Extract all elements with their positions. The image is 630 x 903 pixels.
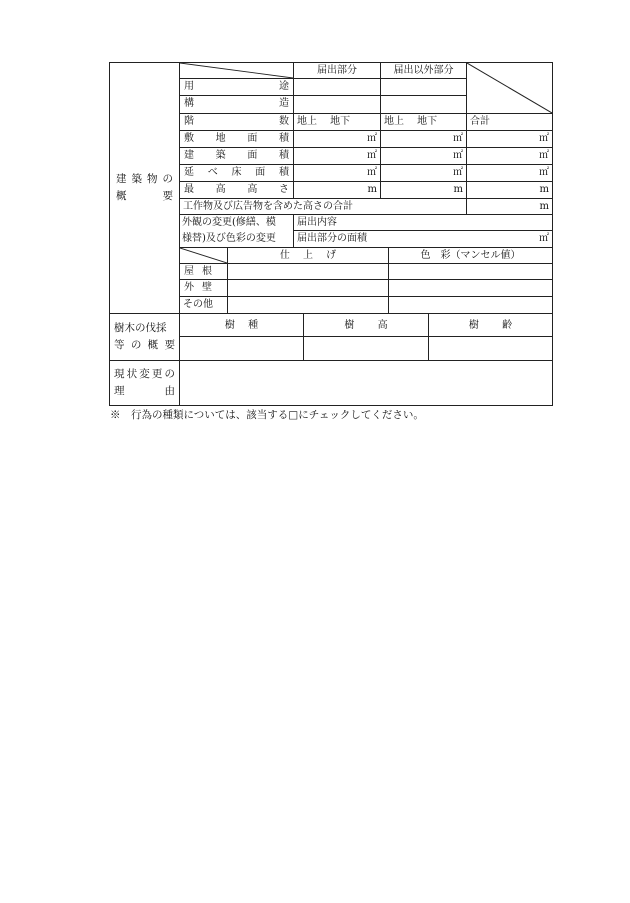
label-char: 概 (116, 190, 127, 202)
building-overview-label-line1 (116, 171, 173, 188)
max-height-notified-field[interactable]: m (294, 182, 381, 199)
label-char: べ (207, 167, 218, 178)
label-char: 面 (255, 167, 266, 178)
label-char: 等 (114, 339, 125, 351)
label-char: 現 (114, 368, 125, 380)
roof-color-field[interactable] (389, 264, 552, 280)
notified-area-label: 届出部分の面積 (297, 233, 367, 244)
structure-other-field[interactable] (381, 96, 467, 114)
building-overview-label (110, 63, 180, 314)
label-char: 地 (215, 133, 226, 144)
label-char: 敷 (184, 133, 194, 144)
max-height-other-field[interactable]: m (381, 182, 467, 199)
tree-felling-label-line1: 樹木の伐採 (114, 322, 167, 334)
floors-notified-field[interactable]: 地上 地下 (294, 114, 381, 131)
reason-label-line1 (114, 366, 175, 383)
row-label-use (180, 79, 294, 96)
appearance-change-label-line2: 様替)及び色彩の変更 (182, 233, 276, 244)
other-color-field[interactable] (389, 297, 552, 314)
tree-felling-label (110, 314, 180, 361)
tree-age-field[interactable] (429, 337, 552, 361)
label-char: 物 (147, 173, 158, 185)
row-label-roof (180, 264, 228, 280)
use-other-field[interactable] (381, 79, 467, 96)
floors-other-field[interactable]: 地上 地下 (381, 114, 467, 131)
reason-label (110, 361, 180, 405)
tree-age-header: 樹 齢 (429, 314, 552, 337)
other-finish-field[interactable] (228, 297, 389, 314)
footnote: ※ 行為の種類については、該当する□にチェックしてください。 (110, 409, 424, 421)
appearance-change-label (180, 215, 294, 248)
building-area-total-field[interactable]: ㎡ (467, 148, 552, 165)
label-char: 壁 (202, 282, 212, 293)
label-char: 用 (184, 81, 194, 92)
floor-area-other-field[interactable]: ㎡ (381, 165, 467, 182)
reason-section (110, 361, 552, 405)
label-char: 構 (184, 98, 194, 109)
label-char: 築 (131, 173, 142, 185)
building-area-notified-field[interactable]: ㎡ (294, 148, 381, 165)
label-char: 要 (162, 190, 173, 202)
corner-diagonal-right (467, 63, 552, 114)
label-char: 状 (126, 368, 138, 380)
roof-finish-field[interactable] (228, 264, 389, 280)
col-header-other-part: 届出以外部分 (381, 63, 467, 79)
structure-height-field[interactable]: m (467, 199, 552, 215)
wall-color-field[interactable] (389, 280, 552, 297)
finish-header: 仕 上 げ (228, 248, 389, 264)
appearance-change-label-line1: 外観の変更(修繕、模 (182, 217, 276, 228)
row-label-structure (180, 96, 294, 114)
col-header-notified-part: 届出部分 (294, 63, 381, 79)
label-char: 高 (247, 184, 258, 195)
label-char: 高 (215, 184, 226, 195)
row-label-other: その他 (180, 297, 228, 314)
building-area-other-field[interactable]: ㎡ (381, 148, 467, 165)
label-char: 積 (278, 150, 289, 161)
label-char: 面 (247, 150, 258, 161)
label-char: 理 (114, 385, 125, 397)
label-char: 建 (184, 150, 194, 161)
label-char: 根 (202, 266, 212, 277)
floors-total-field[interactable]: 合計 (467, 114, 552, 131)
row-label-max-height (180, 182, 294, 199)
label-char: 更 (151, 368, 163, 380)
label-char: 面 (247, 133, 258, 144)
label-char: 由 (164, 385, 175, 397)
row-label-building-area (180, 148, 294, 165)
notified-area-field[interactable] (294, 231, 552, 248)
label-char: 概 (147, 339, 159, 351)
label-char: の (164, 368, 175, 380)
structure-notified-field[interactable] (294, 96, 381, 114)
tree-height-field[interactable] (304, 337, 429, 361)
site-area-other-field[interactable]: ㎡ (381, 131, 467, 148)
building-overview-section (110, 63, 552, 314)
floor-area-total-field[interactable]: ㎡ (467, 165, 552, 182)
wall-finish-field[interactable] (228, 280, 389, 297)
label-char: さ (278, 184, 289, 195)
site-area-notified-field[interactable]: ㎡ (294, 131, 381, 148)
label-char: 建 (116, 173, 127, 185)
reason-field[interactable] (180, 361, 552, 405)
label-char: の (162, 173, 173, 185)
label-char: 築 (215, 150, 226, 161)
building-notification-form (109, 62, 553, 406)
label-char: 積 (278, 133, 289, 144)
color-header: 色 彩（マンセル値） (389, 248, 552, 264)
max-height-total-field[interactable]: m (467, 182, 552, 199)
label-char: 階 (184, 116, 194, 127)
row-label-total-floor-area (180, 165, 294, 182)
row-label-site-area (180, 131, 294, 148)
label-char: 延 (184, 167, 194, 178)
tree-species-field[interactable] (180, 337, 304, 361)
row-label-exterior-wall (180, 280, 228, 297)
finish-corner-diagonal (180, 248, 228, 264)
tree-felling-label-line2 (114, 337, 175, 354)
tree-felling-section (110, 314, 552, 361)
building-overview-label-line2 (116, 188, 173, 205)
use-notified-field[interactable] (294, 79, 381, 96)
floor-area-notified-field[interactable]: ㎡ (294, 165, 381, 182)
label-char: 変 (139, 368, 150, 380)
notification-content-field[interactable]: 届出内容 (294, 215, 552, 231)
structure-height-label: 工作物及び広告物を含めた高さの合計 (180, 199, 467, 215)
label-char: 最 (184, 184, 194, 195)
notified-area-unit: ㎡ (539, 233, 549, 244)
label-char: 途 (279, 81, 289, 92)
label-char: の (130, 339, 142, 351)
label-char: 要 (164, 339, 175, 351)
site-area-total-field[interactable]: ㎡ (467, 131, 552, 148)
label-char: 床 (231, 167, 242, 178)
label-char: 造 (279, 98, 289, 109)
tree-species-header: 樹 種 (180, 314, 304, 337)
label-char: 数 (279, 116, 289, 127)
label-char: 屋 (184, 266, 194, 277)
label-char: 外 (184, 282, 194, 293)
row-label-floors (180, 114, 294, 131)
tree-height-header: 樹 高 (304, 314, 429, 337)
label-char: 積 (279, 167, 289, 178)
reason-label-line2 (114, 383, 175, 400)
corner-diagonal-cell (180, 63, 294, 79)
